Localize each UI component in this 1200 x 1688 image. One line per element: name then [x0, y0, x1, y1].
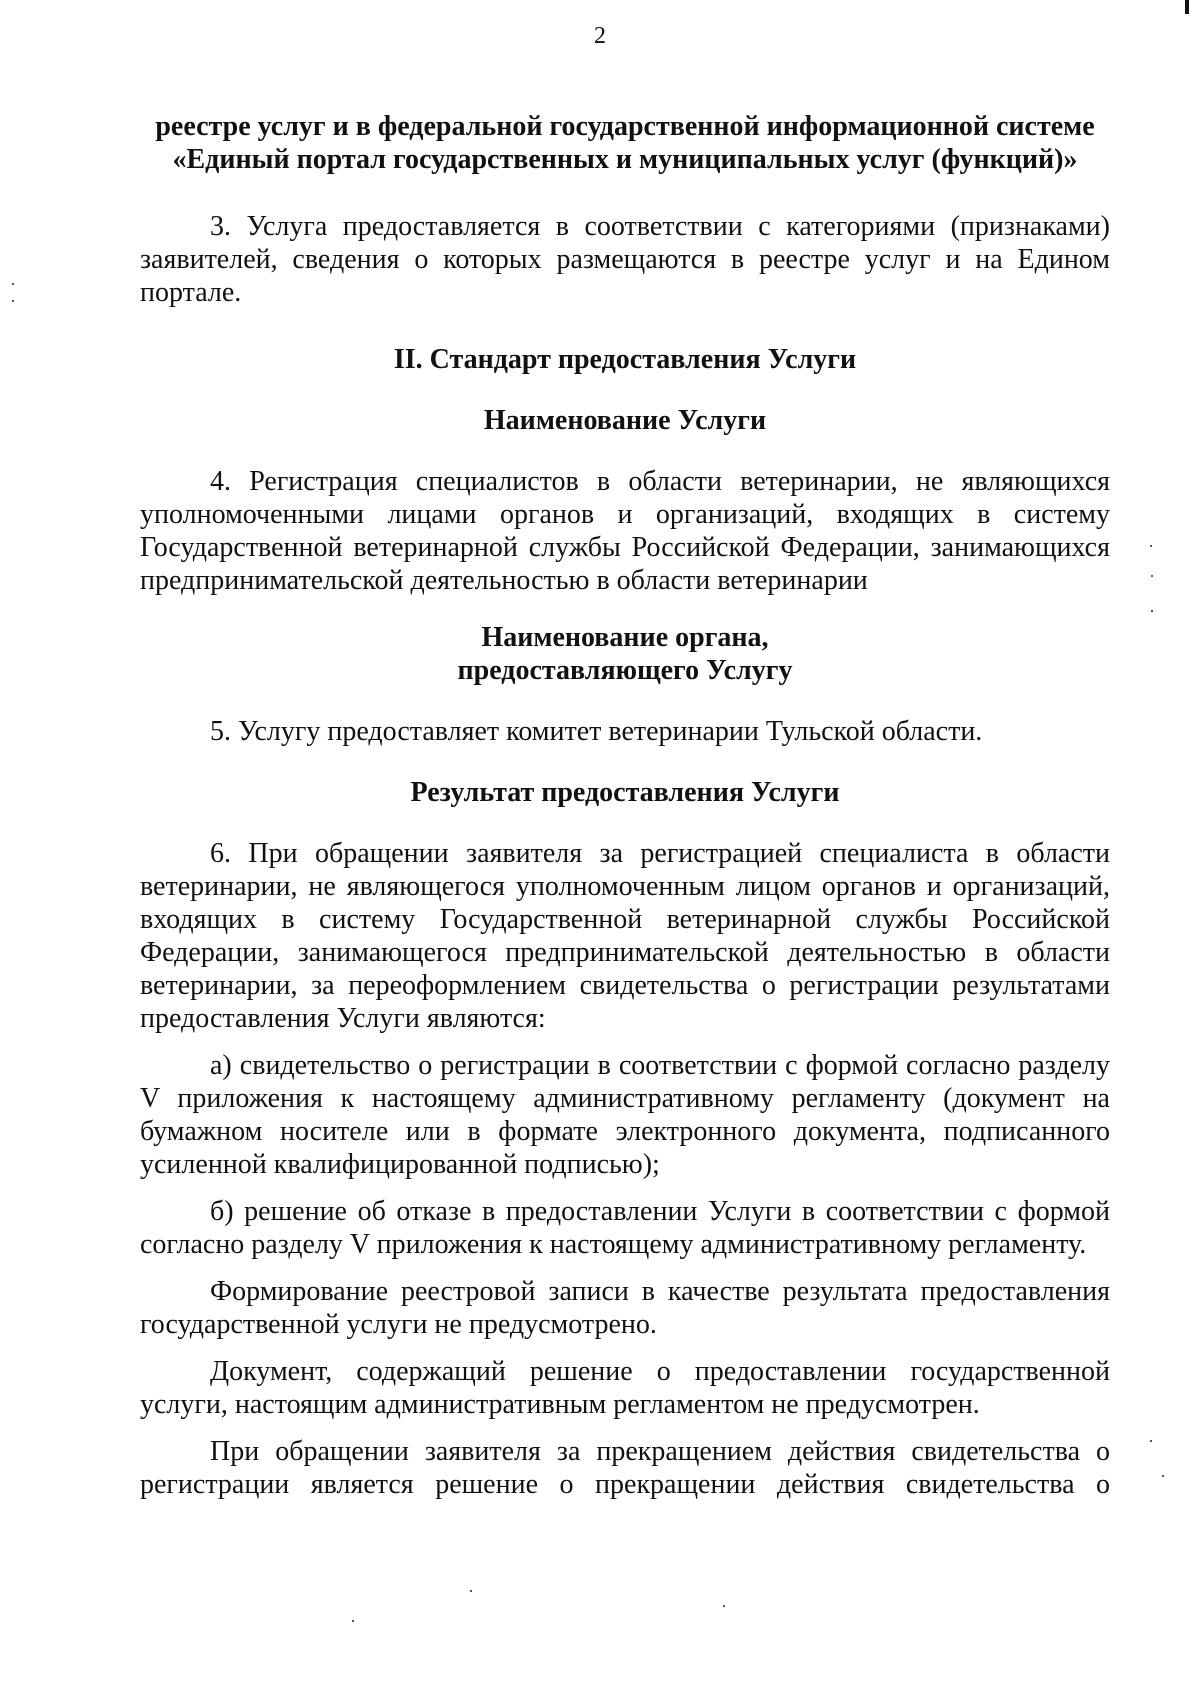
paragraph-4: 4. Регистрация специалистов в области ветеринарии, не являющихся уполномоченными лицами органов и организаций, входящих в систему Государственной ветеринарной службы Российской Федерации, занимающихся предпринимательской деятельностью в области ветеринарии [140, 466, 1110, 596]
scan-speck [1151, 575, 1153, 577]
paragraph-3: 3. Услуга предоставляется в соответствии с категориями (признаками) заявителей, сведения о которых размещаются в реестре услуг и на Едином портале. [140, 211, 1110, 308]
scan-speck [352, 1620, 354, 1622]
scan-speck [1151, 610, 1153, 612]
scan-speck [12, 283, 14, 285]
scan-speck [470, 1590, 472, 1592]
scan-speck [1162, 1475, 1164, 1477]
item-a: а) свидетельство о регистрации в соответствии с формой согласно разделу V приложения к настоящему административному регламенту (документ на бумажном носителе или в формате электронного документа, подписанного усиленной квалифицированной подписью); [140, 1050, 1110, 1180]
paragraph-5: 5. Услугу предоставляет комитет ветеринарии Тульской области. [210, 716, 983, 747]
scan-speck [12, 300, 14, 302]
subsection-authority-title-line-1: Наименование органа, [481, 622, 769, 653]
paragraph-termination: При обращении заявителя за прекращением действия свидетельства о регистрации является решение о прекращении действия свидетельства о [140, 1436, 1110, 1500]
paragraph-decision-document: Документ, содержащий решение о предоставлении государственной услуги, настоящим административным регламентом не предусмотрен. [140, 1356, 1110, 1420]
scan-edge-mark [1185, 0, 1189, 14]
intro-heading-line-1: реестре услуг и в федеральной государственной информационной системе [155, 111, 1095, 142]
paragraph-registry-record: Формирование реестровой записи в качестве результата предоставления государственной услуги не предусмотрено. [140, 1276, 1110, 1340]
section-2-title: II. Стандарт предоставления Услуги [393, 344, 857, 375]
scan-speck [1150, 545, 1152, 547]
scan-speck [723, 1605, 725, 1607]
subsection-authority-title-line-2: предоставляющего Услугу [457, 655, 793, 686]
document-content [140, 110, 1110, 1501]
scan-speck [1150, 1440, 1152, 1442]
item-b: б) решение об отказе в предоставлении Услуги в соответствии с формой согласно разделу V приложения к настоящему административному регламенту. [140, 1196, 1110, 1260]
subsection-result-title: Результат предоставления Услуги [410, 777, 840, 808]
paragraph-6: 6. При обращении заявителя за регистрацией специалиста в области ветеринарии, не являющегося уполномоченным лицом органов и организаций, входящих в систему Государственной ветеринарной службы Российской Федерации, занимающегося предпринимательской деятельностью в области ветеринарии, за переоформлением свидетельства о регистрации результатами предоставления Услуги являются: [140, 838, 1110, 1034]
page-number: 2 [594, 23, 606, 49]
subsection-name-title: Наименование Услуги [483, 405, 767, 436]
intro-heading-line-2: «Единый портал государственных и муниципальных услуг (функций)» [172, 144, 1078, 175]
